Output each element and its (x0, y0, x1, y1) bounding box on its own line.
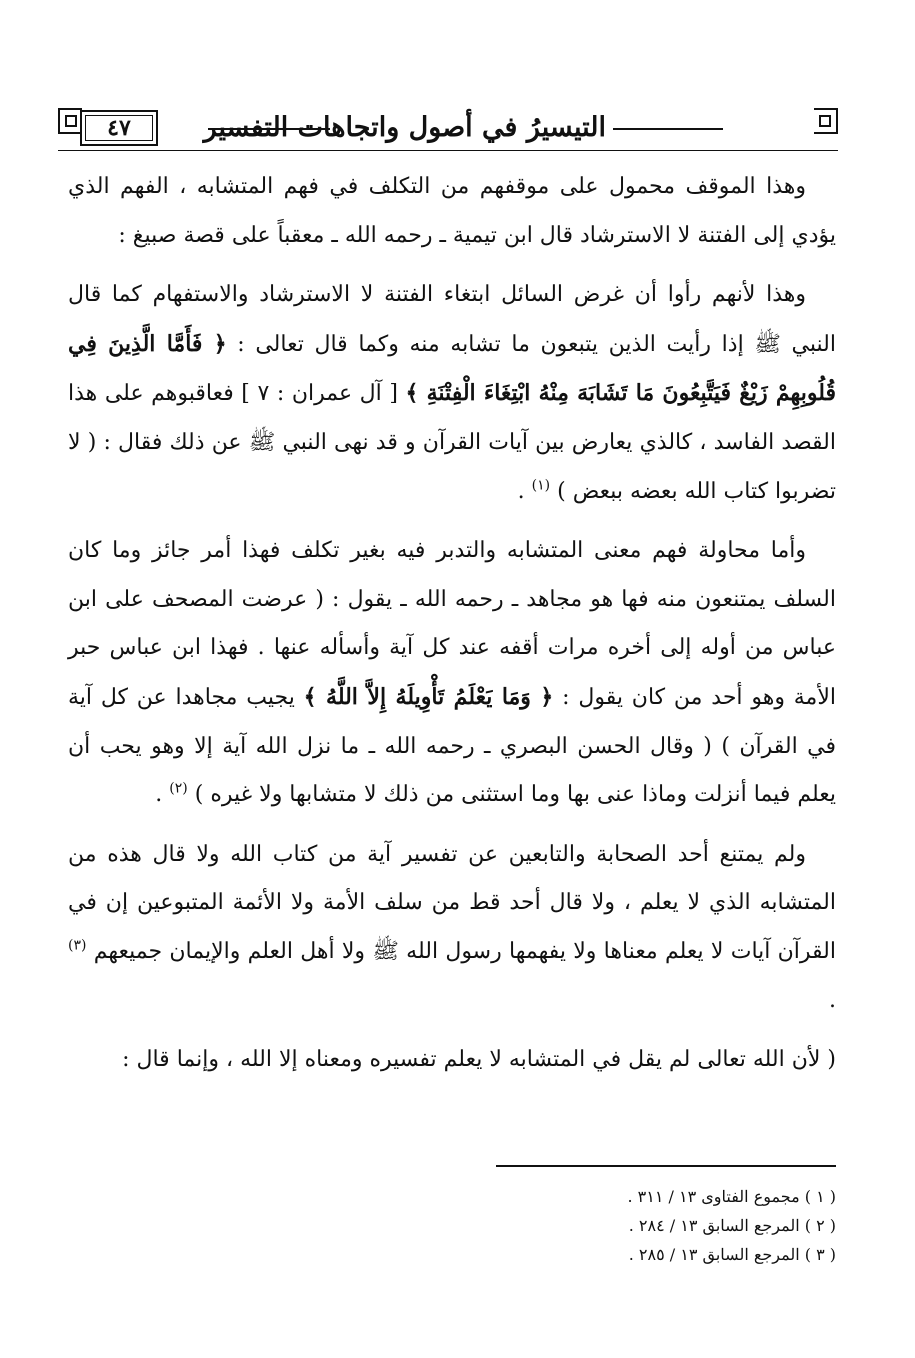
quran-verse: ﴿ وَمَا يَعْلَمُ تَأْوِيلَهُ إِلاَّ اللَّهُ ﴾ (303, 683, 554, 710)
corner-ornament-icon (814, 108, 838, 134)
quran-verse: ﴿ فَأَمَّا الَّذِينَ فِي قُلُوبِهِمْ زَيْغٌ فَيَتَّبِعُونَ مَا تَشَابَهَ مِنْهُ ابْتِغَاءَ الْفِتْنَةِ ﴾ (68, 330, 836, 407)
page-number-box (80, 110, 158, 146)
footnotes (460, 1182, 836, 1269)
footnote-item: ( ٢ ) المرجع السابق ١٣ / ٢٨٤ . (628, 1216, 836, 1235)
paragraph-2: وهذا لأنهم رأوا أن غرض السائل ابتغاء الفتنة لا الاسترشاد والاستفهام كما قال النبي ﷺ إذا رأيت الذين يتبعون ما تشابه منه وكما قال تعالى : ﴿ فَأَمَّا الَّذِينَ فِي قُلُوبِهِمْ زَيْغٌ فَيَتَّبِعُونَ مَا تَشَابَهَ مِنْهُ ابْتِغَاءَ الْفِتْنَةِ ﴾ [ آل عمران : ٧ ] فعاقبوهم على هذا القصد الفاسد ، كالذي يعارض بين آيات القرآن و قد نهى النبي ﷺ عن ذلك فقال : ( لا تضربوا كتاب الله بعضه ببعض ) $^{(١)}$ . (68, 282, 836, 504)
paragraph-4: ولم يمتنع أحد الصحابة والتابعين عن تفسير آية من كتاب الله ولا قال هذه من المتشابه الذي لا يعلم ، ولا قال أحد قط من سلف الأمة ولا الأئمة المتبوعين إن في القرآن آيات لا يعلم معناها ولا يفهمها رسول الله ﷺ ولا أهل العلم والإيمان جميعهم $^{(٣)}$ . (68, 841, 836, 1013)
line: وهذا الموقف محمول على موقفهم من التكلف في فهم المتشابه ، الفهم (120, 174, 806, 199)
text-run: [ آل عمران : ٧ ] فعاقبوهم على هذا القصد الفاسد ، كالذي يعارض بين آيات القرآن و قد نهى النبي ﷺ عن ذلك فقال : ( لا تضربوا كتاب الله بعضه ببعض ) (68, 381, 836, 504)
text-run: ولم يمتنع أحد الصحابة والتابعين عن تفسير آية من كتاب الله ولا قال هذه من المتشابه الذي لا يعلم ، ولا قال أحد قط من سلف الأمة ولا الأئمة المتبوعين إن في القرآن آيات لا يعلم معناها ولا يفهمها رسول الله ﷺ ولا أهل العلم والإيمان جميعهم (68, 841, 836, 964)
footnote-item: ( ٣ ) المرجع السابق ١٣ / ٢٨٥ . (628, 1245, 836, 1264)
line: صبيغ : (118, 222, 177, 248)
line: الذي يؤدي إلى الفتنة لا الاسترشاد قال ابن تيمية ـ رحمه الله ـ معقباً على قصة (68, 174, 836, 248)
text-run: ( لأن الله تعالى لم يقل في المتشابه لا يعلم تفسيره ومعناه إلا الله ، وإنما قال : (122, 1047, 836, 1073)
paragraph-1 (68, 163, 836, 260)
running-header (58, 102, 838, 154)
footnote-item: ( ١ ) مجموع الفتاوى ١٣ / ٣١١ . (627, 1187, 836, 1206)
text-run: وأما محاولة فهم معنى المتشابه والتدبر فيه بغير تكلف فهذا أمر جائز وما كان السلف يمتنعون منه فها هو مجاهد ـ رحمه الله ـ يقول : ( عرضت المصحف على ابن عباس من أوله إلى أخره مرات أقفه عند كل آية وأسأله عنها . فهذا ابن عباس حبر الأمة وهو أحد من كان يقول : (68, 538, 837, 710)
main-text (68, 163, 836, 1085)
text-run: يجيب مجاهدا عن كل آية في القرآن ) ( وقال الحسن البصري ـ رحمه الله ـ ما نزل الله آية إلا وهو يحب أن يعلم فيما أنزلت وماذا عنى بها وما استثنى من ذلك لا متشابها ولا غيره ) (68, 684, 836, 808)
paragraph-3: وأما محاولة فهم معنى المتشابه والتدبر فيه بغير تكلف فهذا أمر جائز وما كان السلف يمتنعون منه فها هو مجاهد ـ رحمه الله ـ يقول : ( عرضت المصحف على ابن عباس من أوله إلى أخره مرات أقفه عند كل آية وأسأله عنها . فهذا ابن عباس حبر الأمة وهو أحد من كان يقول : ﴿ وَمَا يَعْلَمُ تَأْوِيلَهُ إِلاَّ اللَّهُ ﴾ يجيب مجاهدا عن كل آية في القرآن ) ( وقال الحسن البصري ـ رحمه الله ـ ما نزل الله آية إلا وهو يحب أن يعلم فيما أنزلت وماذا عنى بها وما استثنى من ذلك لا متشابها ولا غيره ) $^{(٢)}$ . (68, 538, 837, 808)
header-underline (58, 150, 838, 151)
book-title: التيسيرُ في أصول واتجاهات التفسير (203, 112, 606, 143)
header-rule (613, 128, 723, 130)
text-run: وهذا لأنهم رأوا أن غرض السائل ابتغاء الفتنة لا الاسترشاد والاستفهام كما قال النبي ﷺ إذا رأيت الذين يتبعون ما تشابه منه وكما قال تعالى : (68, 282, 836, 357)
corner-ornament-icon (58, 108, 82, 134)
footnote-marker[interactable]: (١) (531, 477, 551, 494)
footnote-marker[interactable]: (٢) (169, 780, 188, 797)
footnote-marker[interactable]: (٣) (68, 937, 87, 954)
paragraph-5 (68, 1036, 836, 1085)
page-number: ٤٧ (107, 115, 131, 141)
footnote-separator (496, 1165, 836, 1167)
